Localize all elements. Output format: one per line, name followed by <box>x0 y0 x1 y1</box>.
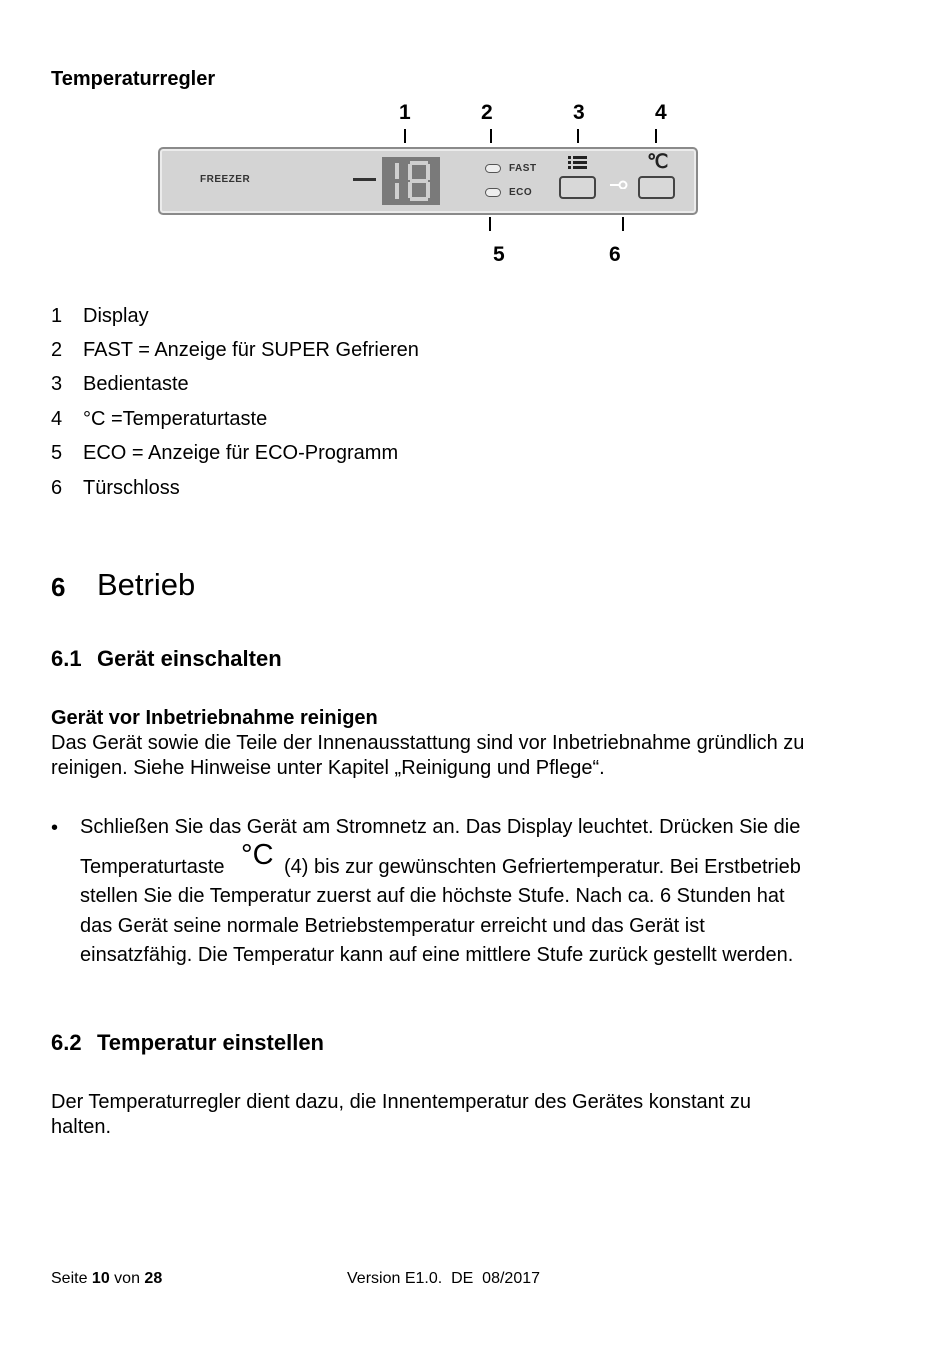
legend-item-3 <box>51 373 651 399</box>
legend-text: Bedientaste <box>83 373 189 395</box>
chapter-title: Betrieb <box>97 567 196 602</box>
callout-6: 6 <box>609 243 621 266</box>
callout-6-line <box>622 217 624 231</box>
eco-indicator-label: ECO <box>509 187 533 198</box>
callout-4-line <box>655 129 657 143</box>
page-mid: von <box>114 1270 140 1287</box>
eco-indicator-led <box>485 188 501 197</box>
section-6-1-title: Gerät einschalten <box>97 646 282 671</box>
legend-num: 6 <box>51 477 63 499</box>
version-info: Version E1.0. DE 08/2017 <box>347 1270 541 1287</box>
chapter-number: 6 <box>51 572 66 602</box>
seven-segment-icon <box>382 157 440 205</box>
legend-num: 3 <box>51 373 63 395</box>
callout-4: 4 <box>655 101 667 124</box>
callout-1: 1 <box>399 101 411 124</box>
paragraph-line: Der Temperaturregler dient dazu, die Innentemperatur des Gerätes konstant zu <box>51 1091 752 1113</box>
bullet-line: das Gerät seine normale Betriebstemperatur erreicht und das Gerät ist <box>80 915 705 937</box>
bullet-line: Schließen Sie das Gerät am Stromnetz an. Das Display leuchtet. Drücken Sie die <box>80 816 801 838</box>
section-6-2-number: 6.2 <box>51 1030 82 1055</box>
display-window <box>382 157 440 205</box>
key-icon <box>610 180 628 189</box>
list-icon <box>568 155 588 171</box>
display-dash <box>353 178 376 181</box>
operating-button[interactable] <box>559 176 596 199</box>
section-6-2-title: Temperatur einstellen <box>97 1030 324 1055</box>
callout-5: 5 <box>493 243 505 266</box>
legend-item-5 <box>51 442 651 468</box>
legend-num: 2 <box>51 339 63 361</box>
legend-text: FAST = Anzeige für SUPER Gefrieren <box>83 339 419 361</box>
fast-indicator-label: FAST <box>509 163 537 174</box>
legend-item-2 <box>51 339 651 365</box>
legend-item-6 <box>51 477 651 503</box>
paragraph-line: halten. <box>51 1116 112 1138</box>
legend-num: 4 <box>51 408 63 430</box>
legend-num: 5 <box>51 442 63 464</box>
legend-item-4 <box>51 408 651 434</box>
callout-2: 2 <box>481 101 493 124</box>
legend-text: ECO = Anzeige für ECO-Programm <box>83 442 399 464</box>
callout-2-line <box>490 129 492 143</box>
celsius-icon: °C <box>241 839 274 871</box>
callout-3-line <box>577 129 579 143</box>
panel-label-freezer: FREEZER <box>200 174 251 185</box>
page-current: 10 <box>91 1270 110 1287</box>
legend-text: Türschloss <box>83 477 180 499</box>
paragraph-line: reinigen. Siehe Hinweise unter Kapitel „Reinigung und Pflege“. <box>51 757 605 779</box>
legend-num: 1 <box>51 305 63 327</box>
temp-symbol-icon: ℃ <box>647 152 669 173</box>
bullet-line: stellen Sie die Temperatur zuerst auf die höchste Stufe. Nach ca. 6 Stunden hat <box>80 885 785 907</box>
bullet-line: Temperaturtaste <box>80 856 225 878</box>
page-total: 28 <box>144 1270 163 1287</box>
legend-item-1 <box>51 305 651 331</box>
bullet-icon: • <box>51 817 59 839</box>
legend-text: Display <box>83 305 149 327</box>
temperature-button[interactable] <box>638 176 675 199</box>
section-heading: Temperaturregler <box>51 68 216 90</box>
bullet-line: einsatzfähig. Die Temperatur kann auf eine mittlere Stufe zurück gestellt werden. <box>80 944 794 966</box>
sub-heading-cleaning: Gerät vor Inbetriebnahme reinigen <box>51 707 378 729</box>
page-prefix: Seite <box>51 1270 88 1287</box>
legend-text: °C =Temperaturtaste <box>83 408 268 430</box>
section-6-1-number: 6.1 <box>51 646 82 671</box>
paragraph-line: Das Gerät sowie die Teile der Innenausstattung sind vor Inbetriebnahme gründlich zu <box>51 732 805 754</box>
callout-1-line <box>404 129 406 143</box>
fast-indicator-led <box>485 164 501 173</box>
bullet-line: (4) bis zur gewünschten Gefriertemperatur. Bei Erstbetrieb <box>284 856 801 878</box>
callout-3: 3 <box>573 101 585 124</box>
freezer-panel <box>158 147 698 215</box>
callout-5-line <box>489 217 491 231</box>
page-number <box>51 1270 162 1288</box>
